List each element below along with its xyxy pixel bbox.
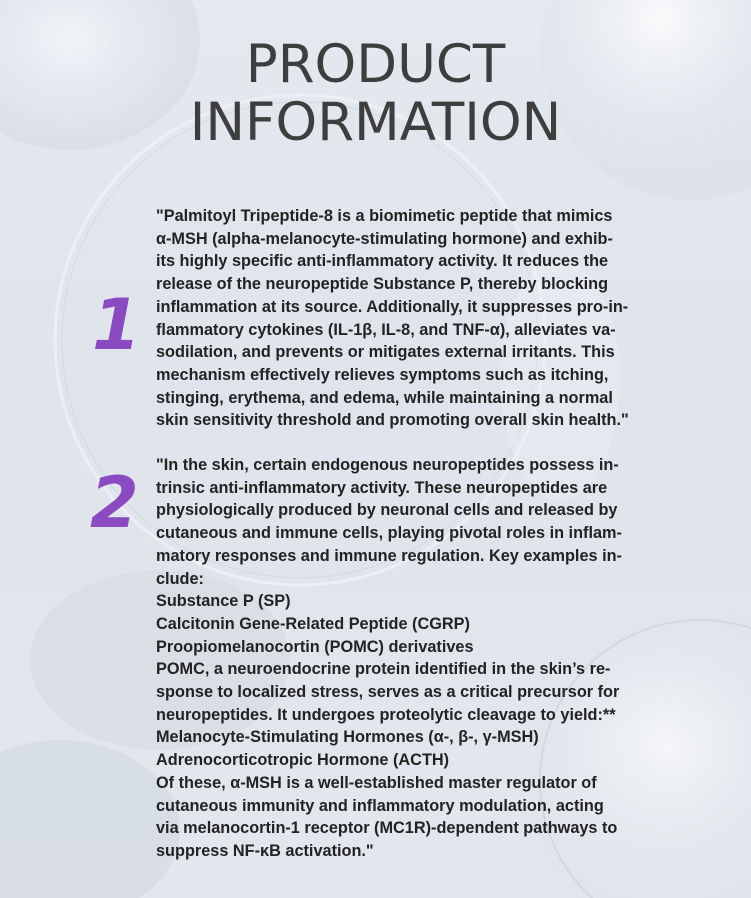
text-line: cutaneous and immune cells, playing pivotal roles in inflam- <box>156 524 622 543</box>
text-line: Adrenocorticotropic Hormone (ACTH) <box>156 751 450 770</box>
text-line: sodilation, and prevents or mitigates external irritants. This <box>156 343 615 362</box>
text-line: stinging, erythema, and edema, while maintaining a normal <box>156 388 613 407</box>
text-line: physiologically produced by neuronal cells and released by <box>156 501 618 520</box>
text-line: "Palmitoyl Tripeptide-8 is a biomimetic peptide that mimics <box>156 207 613 225</box>
text-line: via melanocortin-1 receptor (MC1R)-dependent pathways to <box>156 819 618 838</box>
text-line: Calcitonin Gene-Related Peptide (CGRP) <box>156 614 470 633</box>
text-line: POMC, a neuroendocrine protein identified in the skin’s re- <box>156 660 611 679</box>
text-line: neuropeptides. It undergoes proteolytic cleavage to yield:** <box>156 705 616 724</box>
section-1-text <box>156 205 676 432</box>
text-line: release of the neuropeptide Substance P, thereby blocking <box>156 275 609 294</box>
text-line: Proopiomelanocortin (POMC) derivatives <box>156 637 474 656</box>
text-line: cutaneous immunity and inflammatory modulation, acting <box>156 796 604 815</box>
page-title-line-1: PRODUCT <box>245 34 506 95</box>
section-number-1: 1 <box>92 284 141 366</box>
text-line: suppress NF-κB activation." <box>156 841 374 860</box>
text-line: matory responses and immune regulation. Key examples in- <box>156 546 622 565</box>
page-title-line-2: INFORMATION <box>189 92 562 153</box>
text-line: Of these, α-MSH is a well-established master regulator of <box>156 773 597 792</box>
text-line: mechanism effectively relieves symptoms such as itching, <box>156 365 609 384</box>
text-line: Substance P (SP) <box>156 592 291 611</box>
text-line: sponse to localized stress, serves as a critical precursor for <box>156 683 620 702</box>
text-line: α-MSH (alpha-melanocyte-stimulating hormone) and exhib- <box>156 229 613 248</box>
text-line: skin sensitivity threshold and promoting overall skin health." <box>156 411 629 430</box>
section-2-text <box>156 454 676 863</box>
section-number-2: 2 <box>90 462 139 544</box>
text-line: inflammation at its source. Additionally, it suppresses pro-in- <box>156 297 629 316</box>
text-line: flammatory cytokines (IL-1β, IL-8, and TNF-α), alleviates va- <box>156 320 616 339</box>
text-line: trinsic anti-inflammatory activity. These neuropeptides are <box>156 478 608 497</box>
text-line: "In the skin, certain endogenous neuropeptides possess in- <box>156 456 619 474</box>
text-line: Melanocyte-Stimulating Hormones (α-, β-, γ-MSH) <box>156 728 539 747</box>
text-line: clude: <box>156 569 204 588</box>
text-line: its highly specific anti-inflammatory activity. It reduces the <box>156 252 609 271</box>
